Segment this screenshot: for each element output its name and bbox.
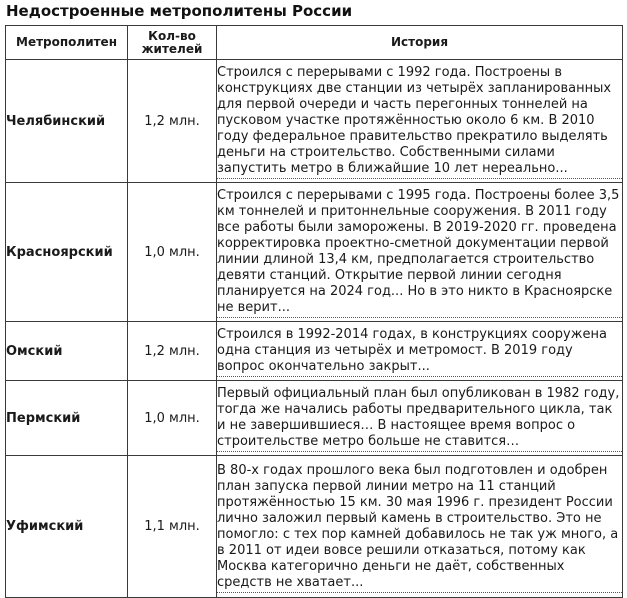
population-cell: 1,0 млн.: [128, 381, 217, 456]
history-cell: [217, 183, 623, 322]
population-cell: 1,0 млн.: [128, 183, 217, 322]
header-row: [6, 26, 623, 60]
history-cell: [217, 60, 623, 183]
population-cell: 1,2 млн.: [128, 60, 217, 183]
city-cell: Челябинский: [6, 60, 128, 183]
history-cell: [217, 322, 623, 381]
history-text: Строился с перерывами с 1992 года. Построены в конструкциях две станции из четырёх запланированных для первой очереди и часть перегонных тоннелей на пусковом участке протяжённостью около 6 км. В 2010 году федеральное правительство прекратило выделять деньги на строительство. Собственными силами запустить метро в ближайшие 10 лет нереально...: [217, 65, 622, 179]
city-cell: Красноярский: [6, 183, 128, 322]
header-population-line2: жителей: [141, 41, 203, 56]
page-title: Недостроенные метрополитены России: [6, 2, 353, 20]
table-row: [6, 183, 623, 322]
history-cell: [217, 456, 623, 598]
city-cell: Пермский: [6, 381, 128, 456]
header-population: [128, 26, 217, 60]
history-text: Строился в 1992-2014 годах, в конструкциях сооружена одна станция из четырёх и метромост. В 2019 году вопрос окончательно закрыт...: [217, 327, 622, 377]
table-row: [6, 381, 623, 456]
history-cell: [217, 381, 623, 456]
city-cell: Уфимский: [6, 456, 128, 598]
population-cell: 1,1 млн.: [128, 456, 217, 598]
history-text: Строился с перерывами с 1995 года. Построены более 3,5 км тоннелей и притоннельные сооружения. В 2011 году все работы были заморожены. В 2019-2020 гг. проведена корректировка проектно-сметной документации первой линии длиной 13,4 км, предполагается строительство девяти станций. Открытие первой линии сегодня планируется на 2024 год... Но в это никто в Красноярске не верит...: [217, 188, 622, 318]
history-text: В 80-х годах прошлого века был подготовлен и одобрен план запуска первой линии метро на 11 станций протяжённостью 15 км. 30 мая 1996 г. президент России лично заложил первый камень в строительство. Это не помогло: с тех пор камней добавилось не так уж много, а в 2011 от идеи вовсе решили отказаться, потому как Москва категорично деньги не даёт, собственных средств не хватает...: [217, 463, 622, 593]
header-population-line1: Кол-во: [148, 28, 196, 43]
header-history: История: [217, 26, 623, 60]
header-city: Метрополитен: [6, 26, 128, 60]
table-row: [6, 60, 623, 183]
history-text: Первый официальный план был опубликован в 1982 году, тогда же начались работы предварительного цикла, так и не завершившиеся… В настоящее время вопрос о строительстве метро больше не ставится…: [217, 386, 622, 452]
table-row: [6, 456, 623, 598]
population-cell: 1,2 млн.: [128, 322, 217, 381]
metro-table: [5, 25, 623, 598]
table-row: [6, 322, 623, 381]
city-cell: Омский: [6, 322, 128, 381]
